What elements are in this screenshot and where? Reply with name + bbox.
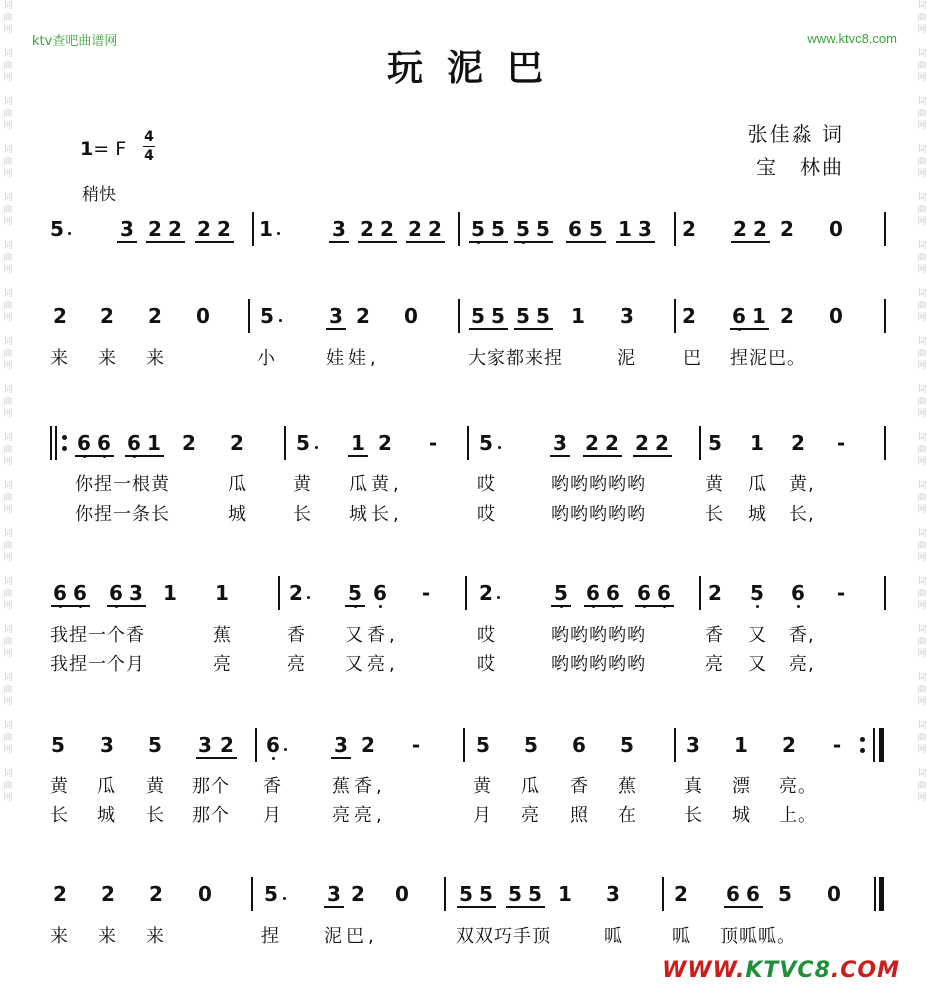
note: 1 [750,431,764,455]
lyric-text: 泥 [617,348,636,369]
key-letter: F [115,138,127,160]
lyric-text: 来来来 [50,348,194,369]
note: 1 [734,733,748,757]
lyric-text: 哟哟哟哟哟 [551,625,646,646]
note: 0 [196,304,210,328]
lyric-text: 瓜黄, [349,474,403,495]
lyric-text: 蕉 [213,625,232,646]
lyric-text: 亮亮, [332,805,386,826]
note: 5 [148,733,162,757]
lyric-text: 顶呱呱。 [720,926,796,947]
note: 2 [148,217,162,241]
note: 6 [53,581,67,605]
lyric-text: 黄 [473,776,492,797]
lyric-text: 又 [748,625,767,646]
note: 2 [791,431,805,455]
note: 2 [356,304,370,328]
note: 2 [101,882,115,906]
note: - [411,733,421,757]
note: 5 [589,217,603,241]
note: 1 [571,304,585,328]
note: 2 [428,217,442,241]
note: 5 [476,733,490,757]
note: 5 [620,733,634,757]
lyric-text: 你捏一根黄 [75,474,170,495]
note: 5 [459,882,473,906]
note: 5 [508,882,522,906]
note: 5 [260,304,274,328]
lyric-text: 黄 [705,474,724,495]
note: 6 [266,733,280,757]
lyric-text: 瓜 [228,474,247,495]
note: 2 [217,217,231,241]
time-bottom: 4 [144,148,154,164]
note: 5 [708,431,722,455]
note: 3 [620,304,634,328]
note: 2 [182,431,196,455]
site-logo [662,958,900,983]
note: 2 [230,431,244,455]
lyric-text: 亮 [287,654,306,675]
note: 6 [373,581,387,605]
note: - [428,431,438,455]
note: 2 [361,733,375,757]
lyric-text: 在 [618,805,637,826]
note: 6 [572,733,586,757]
lyric-text: 香 [287,625,306,646]
logo-part-a: WWW. [662,958,746,983]
note: 2 [148,304,162,328]
note: 6 [726,882,740,906]
lyric-text: 漂 [732,776,751,797]
note: 2 [605,431,619,455]
lyric-text: 双双巧手顶 [456,926,551,947]
note: 0 [395,882,409,906]
lyric-text: 长 [684,805,703,826]
note: 2 [351,882,365,906]
lyric-text: 我捏一个香 [50,625,145,646]
note: 3 [334,733,348,757]
note: 1 [752,304,766,328]
lyric-text: 那个 [192,805,230,826]
lyric-text: 哟哟哟哟哟 [551,474,646,495]
lyric-text: 哟哟哟哟哟 [551,504,646,525]
note: 5 [516,217,530,241]
lyric-text: 娃娃, [326,348,380,369]
lyric-text: 蕉香, [332,776,386,797]
note: 3 [686,733,700,757]
watermark-left: 词 曲 网 词 曲 网 词 曲 网 词 曲 网 词 曲 网 词 曲 网 词 曲 网 词 曲 网 词 曲 网 词 曲 网 词 曲 网 词 曲 网 词 曲 网 词 曲 网 词 曲 网 词 曲 网 词 曲 网 [3,1,13,803]
note: 0 [829,217,843,241]
lyric-text: 亮 [213,654,232,675]
note: 5 [491,217,505,241]
note: 5 [750,581,764,605]
note: 2 [197,217,211,241]
note: - [836,581,846,605]
lyric-text: 城 [748,504,767,525]
note: 1 [147,431,161,455]
note: 6 [127,431,141,455]
lyric-text: 城长, [349,504,403,525]
source-label-right: www.ktvc8.com [807,31,897,46]
note: 2 [780,304,794,328]
lyric-text: 来 [98,926,117,947]
note: 6 [732,304,746,328]
note: 5 [479,882,493,906]
note: 2 [780,217,794,241]
note: 0 [404,304,418,328]
note: 6 [568,217,582,241]
lyric-text: 那个 [192,776,230,797]
note: 2 [733,217,747,241]
note: 6 [97,431,111,455]
lyric-text: 哎 [477,625,496,646]
lyric-text: 城 [732,805,751,826]
lyric-text: 哎 [477,504,496,525]
note: - [832,733,842,757]
lyric-text: 照 [570,805,589,826]
note: 2 [53,304,67,328]
note: 2 [168,217,182,241]
lyric-text: 瓜 [97,776,116,797]
lyric-text: 月 [473,805,492,826]
lyric-text: 香 [263,776,282,797]
lyric-text: 黄, [789,474,815,495]
note: 6 [657,581,671,605]
note: 5 [50,217,64,241]
note: 2 [674,882,688,906]
note: 5 [51,733,65,757]
lyric-text: 黄 [293,474,312,495]
lyric-text: 真 [684,776,703,797]
lyric-text: 又亮, [345,654,399,675]
lyric-text: 你捏一条长 [75,504,170,525]
lyric-text: 又香, [345,625,399,646]
note: 3 [638,217,652,241]
source-label-left: ktv查吧曲谱网 [32,34,118,49]
note: 1 [558,882,572,906]
note: 3 [332,217,346,241]
watermark-right: 词 曲 网 词 曲 网 词 曲 网 词 曲 网 词 曲 网 词 曲 网 词 曲 网 词 曲 网 词 曲 网 词 曲 网 词 曲 网 词 曲 网 词 曲 网 词 曲 网 词 曲 网 词 曲 网 词 曲 网 [917,1,927,803]
composer-credit: 宝 林曲 [756,155,844,179]
lyric-text: 瓜 [521,776,540,797]
lyric-text: 香, [789,625,815,646]
note: 2 [655,431,669,455]
note: 2 [682,304,696,328]
note: 2 [53,882,67,906]
note: 5 [536,304,550,328]
note: 2 [708,581,722,605]
note: 5 [479,431,493,455]
note: 2 [408,217,422,241]
note: 6 [109,581,123,605]
logo-part-c: .COM [830,958,900,983]
note: 5 [491,304,505,328]
note: 2 [100,304,114,328]
note: 6 [637,581,651,605]
note: 6 [791,581,805,605]
lyric-text: 蕉 [618,776,637,797]
lyric-text: 哎 [477,474,496,495]
note: 5 [778,882,792,906]
lyric-text: 泥巴, [324,926,378,947]
note: 6 [77,431,91,455]
note: 5 [296,431,310,455]
note: 5 [554,581,568,605]
note: 1 [618,217,632,241]
lyric-text: 来 [50,926,69,947]
note: 6 [606,581,620,605]
note: 2 [635,431,649,455]
logo-part-b: KTVC8 [745,958,831,983]
lyric-text: 又 [748,654,767,675]
note: 2 [585,431,599,455]
note: 1 [259,217,273,241]
lyric-text: 城 [97,805,116,826]
note: 0 [829,304,843,328]
note: 2 [753,217,767,241]
note: 3 [553,431,567,455]
lyricist-credit: 张佳淼 词 [747,122,844,146]
lyric-text: 小 [257,348,276,369]
note: 5 [524,733,538,757]
note: 3 [329,304,343,328]
note: 5 [528,882,542,906]
lyric-text: 香 [570,776,589,797]
note: 2 [479,581,493,605]
note: - [421,581,431,605]
note: 5 [516,304,530,328]
note: 5 [471,304,485,328]
lyric-text: 长 [293,504,312,525]
note: 5 [264,882,278,906]
lyric-text: 大家都来捏 [468,348,563,369]
note: 2 [682,217,696,241]
song-title: 玩泥巴 [386,48,567,89]
lyric-text: 巴 [683,348,702,369]
lyric-text: 亮, [789,654,815,675]
lyric-text: 来 [146,926,165,947]
note: 5 [471,217,485,241]
note: 6 [586,581,600,605]
note: 2 [360,217,374,241]
lyric-text: 长, [789,504,815,525]
note: 2 [149,882,163,906]
time-top: 4 [144,129,154,145]
note: 3 [198,733,212,757]
note: 2 [220,733,234,757]
lyric-text: 长 [705,504,724,525]
lyric-text: 长 [146,805,165,826]
note: 2 [782,733,796,757]
lyric-text: 黄 [50,776,69,797]
lyric-text: 捏泥巴。 [730,348,806,369]
note: 3 [100,733,114,757]
lyric-text: 长 [50,805,69,826]
note: 5 [348,581,362,605]
tempo-marking: 稍快 [82,185,116,205]
key-one: 1 [80,138,94,160]
note: 1 [163,581,177,605]
lyric-text: 我捏一个月 [50,654,145,675]
note: 6 [746,882,760,906]
lyric-text: 捏 [261,926,280,947]
lyric-text: 呱 [672,926,691,947]
lyric-text: 哟哟哟哟哟 [551,654,646,675]
note: 3 [129,581,143,605]
note: 0 [198,882,212,906]
note: - [836,431,846,455]
lyric-text: 月 [263,805,282,826]
note: 3 [606,882,620,906]
lyric-text: 呱 [604,926,623,947]
lyric-text: 城 [228,504,247,525]
note: 1 [351,431,365,455]
lyric-text: 亮 [521,805,540,826]
note: 2 [289,581,303,605]
note: 3 [327,882,341,906]
note: 6 [73,581,87,605]
lyric-text: 亮。 [779,776,817,797]
note: 1 [215,581,229,605]
note: 5 [536,217,550,241]
key-equals: = [93,138,110,160]
note: 2 [380,217,394,241]
note: 3 [120,217,134,241]
lyric-text: 哎 [477,654,496,675]
note: 2 [378,431,392,455]
lyric-text: 黄 [146,776,165,797]
lyric-text: 上。 [779,805,817,826]
lyric-text: 亮 [705,654,724,675]
lyric-text: 香 [705,625,724,646]
note: 0 [827,882,841,906]
lyric-text: 瓜 [748,474,767,495]
